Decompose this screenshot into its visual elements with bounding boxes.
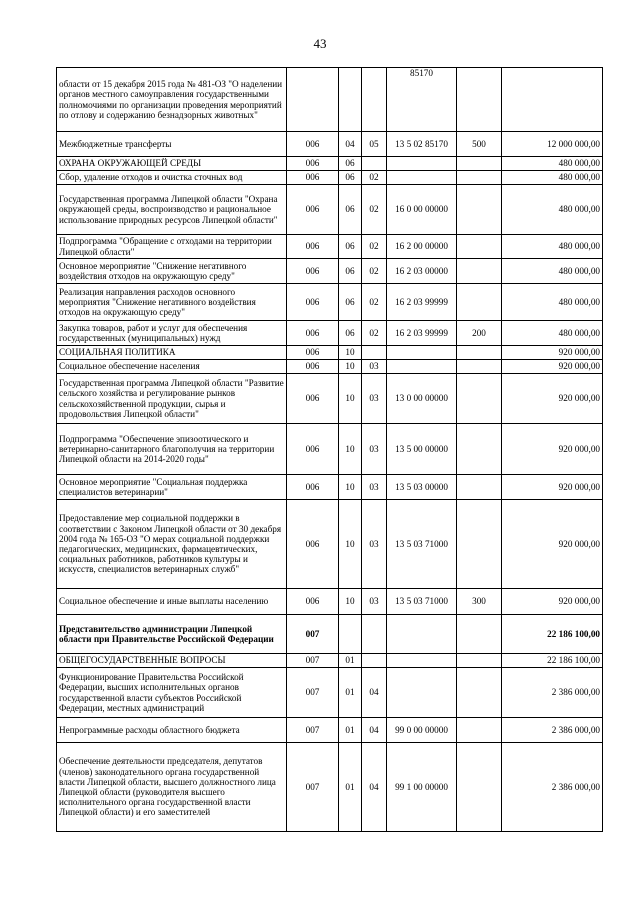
table-row (57, 743, 603, 832)
target-article-code: 13 5 03 71000 (387, 589, 457, 615)
row-name: Обеспечение деятельности председателя, депутатов (членов) законодательного органа государственной власти Липецкой области, высшего должностного лица Липецкой области (руководителя высшего исполнительного органа государственной власти Липецкой области) и его заместителей (57, 743, 287, 832)
subsection-code: 03 (362, 475, 387, 500)
page-number: 43 (313, 36, 327, 51)
expense-type-code (457, 284, 502, 321)
subsection-code: 04 (362, 668, 387, 718)
table-row (57, 668, 603, 718)
amount: 920 000,00 (502, 475, 603, 500)
table-row (57, 718, 603, 743)
row-name: Социальное обеспечение и иные выплаты населению (57, 589, 287, 615)
target-article-code (387, 171, 457, 185)
subsection-code: 05 (362, 132, 387, 157)
amount: 480 000,00 (502, 259, 603, 284)
expense-type-code (457, 743, 502, 832)
table-row (57, 132, 603, 157)
row-name: Закупка товаров, работ и услуг для обеспечения государственных (муниципальных) нужд (57, 321, 287, 346)
section-code: 10 (339, 374, 362, 424)
row-name: Реализация направления расходов основного мероприятия "Снижение негативного воздействия отходов на окружающую среду" (57, 284, 287, 321)
subsection-code (362, 68, 387, 132)
subsection-code: 04 (362, 743, 387, 832)
amount (502, 68, 603, 132)
amount: 920 000,00 (502, 500, 603, 589)
section-code: 10 (339, 346, 362, 360)
row-name: Функционирование Правительства Российской Федерации, высших исполнительных органов государственной власти субъектов Российской Федерации, местных администраций (57, 668, 287, 718)
target-article-code: 13 5 03 71000 (387, 500, 457, 589)
ved-code: 006 (287, 157, 339, 171)
table-row (57, 171, 603, 185)
ved-code: 007 (287, 718, 339, 743)
section-code: 10 (339, 500, 362, 589)
ved-code: 007 (287, 615, 339, 654)
section-code: 01 (339, 718, 362, 743)
row-name: Социальное обеспечение населения (57, 360, 287, 374)
section-code: 01 (339, 654, 362, 668)
target-article-code: 16 2 03 99999 (387, 321, 457, 346)
expense-type-code (457, 475, 502, 500)
table-row (57, 424, 603, 475)
target-article-code: 13 5 03 00000 (387, 475, 457, 500)
amount: 920 000,00 (502, 424, 603, 475)
amount: 2 386 000,00 (502, 743, 603, 832)
subsection-code (362, 615, 387, 654)
amount: 480 000,00 (502, 185, 603, 235)
table-row (57, 284, 603, 321)
amount: 480 000,00 (502, 157, 603, 171)
amount: 920 000,00 (502, 589, 603, 615)
ved-code: 006 (287, 475, 339, 500)
row-name: области от 15 декабря 2015 года № 481-ОЗ "О наделении органов местного самоуправления государственными полномочиями по организации проведения мероприятий по отлову и содержанию безнадзорных животных" (57, 68, 287, 132)
expense-type-code (457, 718, 502, 743)
amount: 12 000 000,00 (502, 132, 603, 157)
expense-type-code (457, 235, 502, 259)
section-code: 04 (339, 132, 362, 157)
section-code: 06 (339, 185, 362, 235)
row-name: Непрограммные расходы областного бюджета (57, 718, 287, 743)
row-name: СОЦИАЛЬНАЯ ПОЛИТИКА (57, 346, 287, 360)
section-code (339, 615, 362, 654)
target-article-code (387, 615, 457, 654)
section-code: 10 (339, 475, 362, 500)
target-article-code (387, 360, 457, 374)
target-article-code (387, 654, 457, 668)
amount: 920 000,00 (502, 360, 603, 374)
expense-type-code (457, 500, 502, 589)
subsection-code: 02 (362, 185, 387, 235)
expense-type-code (457, 185, 502, 235)
section-code: 06 (339, 284, 362, 321)
ved-code: 006 (287, 235, 339, 259)
ved-code: 006 (287, 500, 339, 589)
ved-code: 006 (287, 185, 339, 235)
amount: 480 000,00 (502, 171, 603, 185)
section-code (339, 68, 362, 132)
amount: 2 386 000,00 (502, 718, 603, 743)
row-name: Государственная программа Липецкой области "Охрана окружающей среды, воспроизводство и рациональное использование природных ресурсов Липецкой области" (57, 185, 287, 235)
table-row (57, 321, 603, 346)
table-row (57, 360, 603, 374)
target-article-code: 85170 (387, 68, 457, 132)
ved-code: 006 (287, 346, 339, 360)
subsection-code: 03 (362, 374, 387, 424)
subsection-code: 04 (362, 718, 387, 743)
ved-code: 006 (287, 132, 339, 157)
subsection-code: 03 (362, 360, 387, 374)
target-article-code: 16 2 03 00000 (387, 259, 457, 284)
section-code: 06 (339, 259, 362, 284)
budget-table (56, 67, 603, 832)
subsection-code: 02 (362, 321, 387, 346)
subsection-code: 02 (362, 235, 387, 259)
row-name: ОХРАНА ОКРУЖАЮЩЕЙ СРЕДЫ (57, 157, 287, 171)
row-name: Подпрограмма "Обеспечение эпизоотического и ветеринарно-санитарного благополучия на территории Липецкой области на 2014-2020 годы" (57, 424, 287, 475)
target-article-code (387, 157, 457, 171)
ved-code (287, 68, 339, 132)
ved-code: 006 (287, 589, 339, 615)
table-row (57, 259, 603, 284)
subsection-code (362, 654, 387, 668)
subsection-code: 03 (362, 500, 387, 589)
expense-type-code (457, 157, 502, 171)
expense-type-code: 300 (457, 589, 502, 615)
ved-code: 007 (287, 743, 339, 832)
table-row (57, 185, 603, 235)
amount: 22 186 100,00 (502, 615, 603, 654)
target-article-code: 16 0 00 00000 (387, 185, 457, 235)
table-row (57, 475, 603, 500)
amount: 480 000,00 (502, 321, 603, 346)
subsection-code: 02 (362, 259, 387, 284)
section-code: 01 (339, 743, 362, 832)
row-name: Основное мероприятие "Социальная поддержка специалистов ветеринарии" (57, 475, 287, 500)
table-row (57, 589, 603, 615)
row-name: Подпрограмма "Обращение с отходами на территории Липецкой области" (57, 235, 287, 259)
target-article-code (387, 346, 457, 360)
table-row (57, 346, 603, 360)
ved-code: 006 (287, 284, 339, 321)
subsection-code: 02 (362, 284, 387, 321)
target-article-code: 13 5 00 00000 (387, 424, 457, 475)
section-code: 10 (339, 589, 362, 615)
expense-type-code (457, 171, 502, 185)
expense-type-code (457, 668, 502, 718)
section-code: 10 (339, 360, 362, 374)
section-code: 01 (339, 668, 362, 718)
expense-type-code: 500 (457, 132, 502, 157)
target-article-code: 99 0 00 00000 (387, 718, 457, 743)
subsection-code: 03 (362, 589, 387, 615)
amount: 920 000,00 (502, 374, 603, 424)
target-article-code (387, 668, 457, 718)
expense-type-code (457, 68, 502, 132)
expense-type-code (457, 360, 502, 374)
ved-code: 007 (287, 654, 339, 668)
row-name: ОБЩЕГОСУДАРСТВЕННЫЕ ВОПРОСЫ (57, 654, 287, 668)
row-name: Сбор, удаление отходов и очистка сточных вод (57, 171, 287, 185)
ved-code: 007 (287, 668, 339, 718)
section-code: 10 (339, 424, 362, 475)
expense-type-code (457, 424, 502, 475)
target-article-code: 16 2 00 00000 (387, 235, 457, 259)
subsection-code: 02 (362, 171, 387, 185)
expense-type-code (457, 654, 502, 668)
section-code: 06 (339, 235, 362, 259)
section-code: 06 (339, 321, 362, 346)
row-name: Основное мероприятие "Снижение негативного воздействия отходов на окружающую среду" (57, 259, 287, 284)
table-row (57, 157, 603, 171)
section-code: 06 (339, 157, 362, 171)
subsection-code (362, 157, 387, 171)
target-article-code: 16 2 03 99999 (387, 284, 457, 321)
subsection-code: 03 (362, 424, 387, 475)
ved-code: 006 (287, 360, 339, 374)
target-article-code: 13 5 02 85170 (387, 132, 457, 157)
table-row (57, 500, 603, 589)
expense-type-code (457, 615, 502, 654)
table-row (57, 374, 603, 424)
row-name: Предоставление мер социальной поддержки в соответствии с Законом Липецкой области от 30 декабря 2004 года № 165-ОЗ "О мерах социальной поддержки педагогических, медицинских, фармацевтических, социальных работников, работников культуры и искусств, специалистов ветеринарных служб" (57, 500, 287, 589)
subsection-code (362, 346, 387, 360)
table-row (57, 68, 603, 132)
table-row (57, 654, 603, 668)
ved-code: 006 (287, 321, 339, 346)
amount: 480 000,00 (502, 235, 603, 259)
ved-code: 006 (287, 424, 339, 475)
target-article-code: 99 1 00 00000 (387, 743, 457, 832)
table-row (57, 235, 603, 259)
amount: 480 000,00 (502, 284, 603, 321)
table-row (57, 615, 603, 654)
amount: 2 386 000,00 (502, 668, 603, 718)
row-name: Представительство администрации Липецкой области при Правительстве Российской Федерации (57, 615, 287, 654)
ved-code: 006 (287, 171, 339, 185)
row-name: Государственная программа Липецкой области "Развитие сельского хозяйства и регулирование рынков сельскохозяйственной продукции, сырья и продовольствия Липецкой области" (57, 374, 287, 424)
expense-type-code: 200 (457, 321, 502, 346)
amount: 22 186 100,00 (502, 654, 603, 668)
expense-type-code (457, 259, 502, 284)
target-article-code: 13 0 00 00000 (387, 374, 457, 424)
row-name: Межбюджетные трансферты (57, 132, 287, 157)
section-code: 06 (339, 171, 362, 185)
ved-code: 006 (287, 374, 339, 424)
ved-code: 006 (287, 259, 339, 284)
amount: 920 000,00 (502, 346, 603, 360)
expense-type-code (457, 346, 502, 360)
expense-type-code (457, 374, 502, 424)
